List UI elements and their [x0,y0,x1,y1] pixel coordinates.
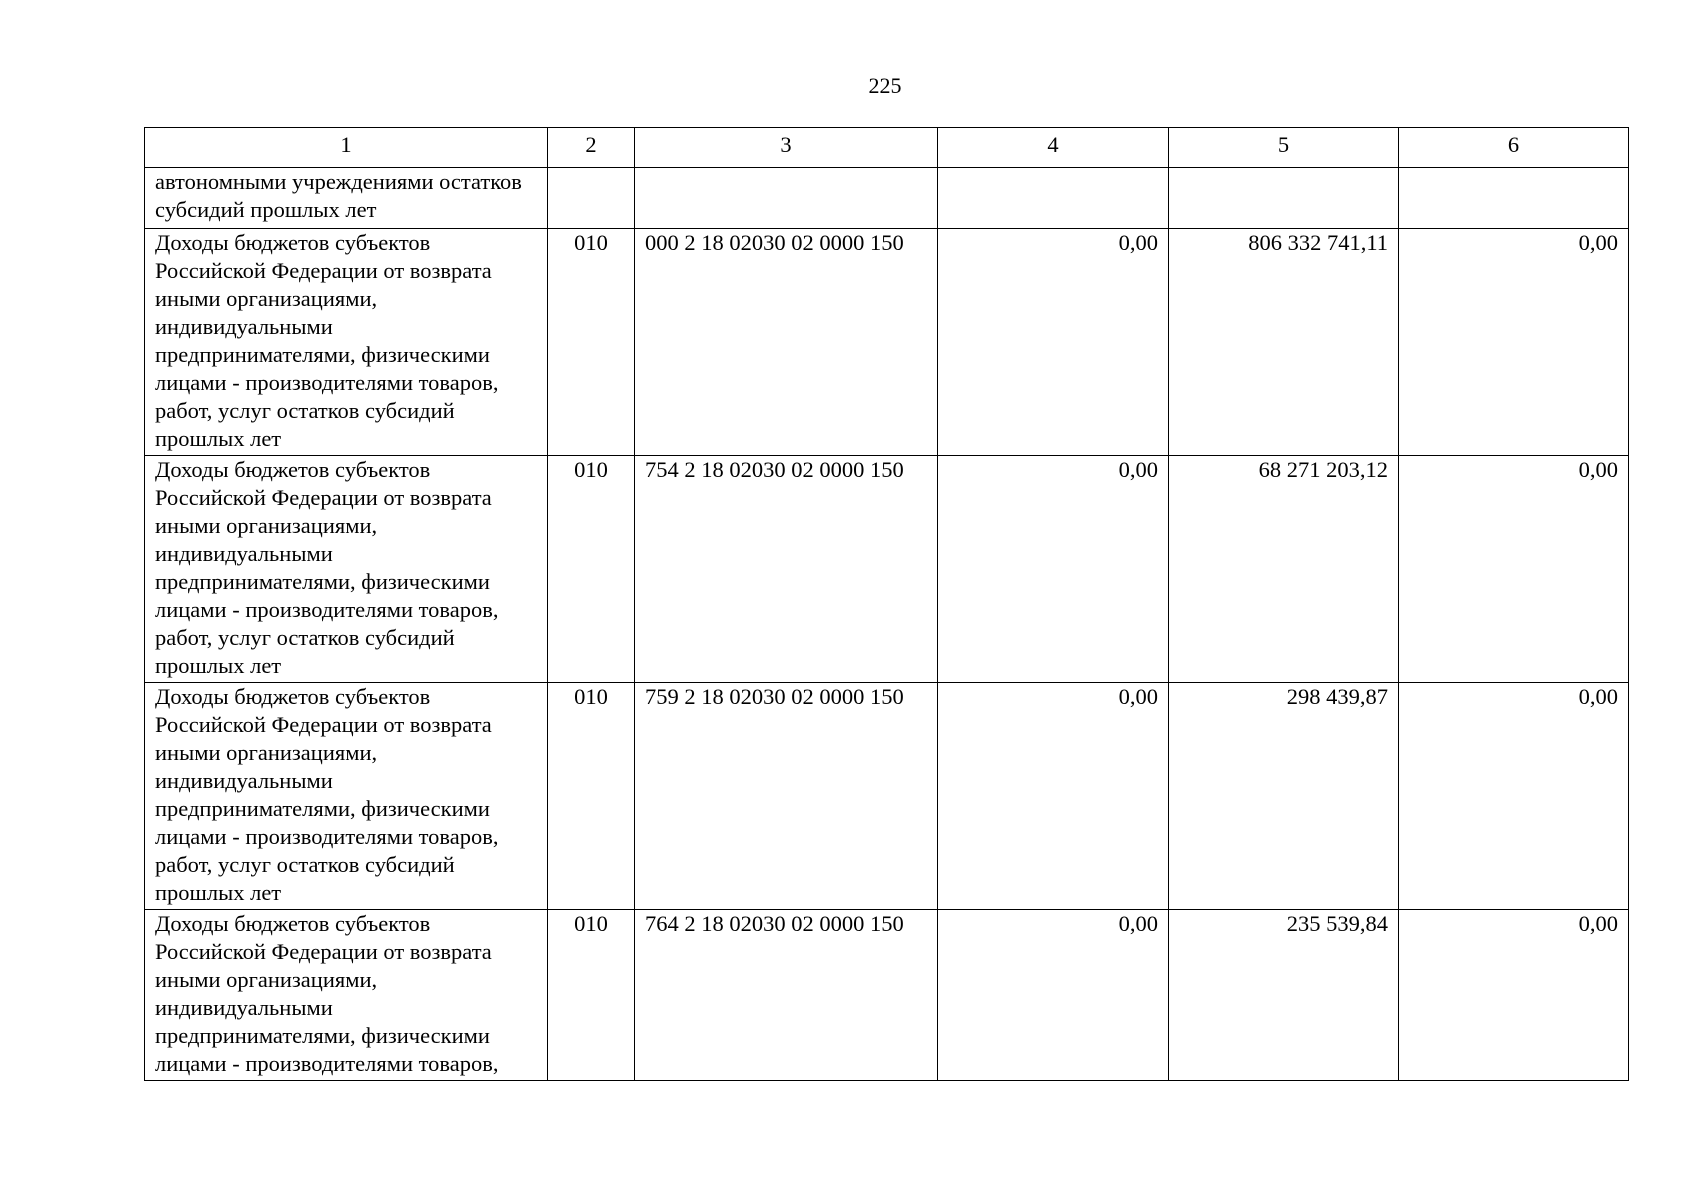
row-income-code-cell [635,168,938,229]
row-income-code-cell: 754 2 18 02030 02 0000 150 [635,456,938,683]
column-header: 3 [635,128,938,168]
row-line-code-cell: 010 [548,910,635,1081]
table-row [145,910,1629,1081]
row-name-cell: Доходы бюджетов субъектов Российской Федерации от возврата иными организациями, индивидуальными предпринимателями, физическими лицами - производителями товаров, работ, услуг остатков субсидий прошлых лет [145,456,548,683]
row-name-cell: Доходы бюджетов субъектов Российской Федерации от возврата иными организациями, индивидуальными предпринимателями, физическими лицами - производителями товаров, работ, услуг остатков субсидий прошлых лет [145,229,548,456]
row-col6-cell [1399,168,1629,229]
row-line-code-cell: 010 [548,229,635,456]
row-col4-cell: 0,00 [938,910,1169,1081]
row-col5-cell: 298 439,87 [1169,683,1399,910]
row-col6-cell: 0,00 [1399,683,1629,910]
row-name-cell: автономными учреждениями остатков субсидий прошлых лет [145,168,548,229]
data-table [144,127,1629,1081]
row-income-code-cell: 764 2 18 02030 02 0000 150 [635,910,938,1081]
column-header: 1 [145,128,548,168]
row-col6-cell: 0,00 [1399,229,1629,456]
row-col5-cell: 806 332 741,11 [1169,229,1399,456]
row-col5-cell: 235 539,84 [1169,910,1399,1081]
row-col5-cell: 68 271 203,12 [1169,456,1399,683]
column-header: 5 [1169,128,1399,168]
column-header: 4 [938,128,1169,168]
row-line-code-cell: 010 [548,456,635,683]
table-row [145,683,1629,910]
row-col4-cell: 0,00 [938,683,1169,910]
row-income-code-cell: 759 2 18 02030 02 0000 150 [635,683,938,910]
column-header: 2 [548,128,635,168]
table-row [145,456,1629,683]
row-col4-cell [938,168,1169,229]
row-col4-cell: 0,00 [938,229,1169,456]
row-line-code-cell: 010 [548,683,635,910]
row-income-code-cell: 000 2 18 02030 02 0000 150 [635,229,938,456]
row-col5-cell [1169,168,1399,229]
table-row [145,229,1629,456]
row-name-cell: Доходы бюджетов субъектов Российской Федерации от возврата иными организациями, индивидуальными предпринимателями, физическими лицами - производителями товаров, [145,910,548,1081]
row-col4-cell: 0,00 [938,456,1169,683]
row-name-cell: Доходы бюджетов субъектов Российской Федерации от возврата иными организациями, индивидуальными предпринимателями, физическими лицами - производителями товаров, работ, услуг остатков субсидий прошлых лет [145,683,548,910]
table-header-row [145,128,1629,168]
table-row [145,168,1629,229]
column-header: 6 [1399,128,1629,168]
page-number: 225 [868,73,902,98]
row-line-code-cell [548,168,635,229]
row-col6-cell: 0,00 [1399,456,1629,683]
row-col6-cell: 0,00 [1399,910,1629,1081]
